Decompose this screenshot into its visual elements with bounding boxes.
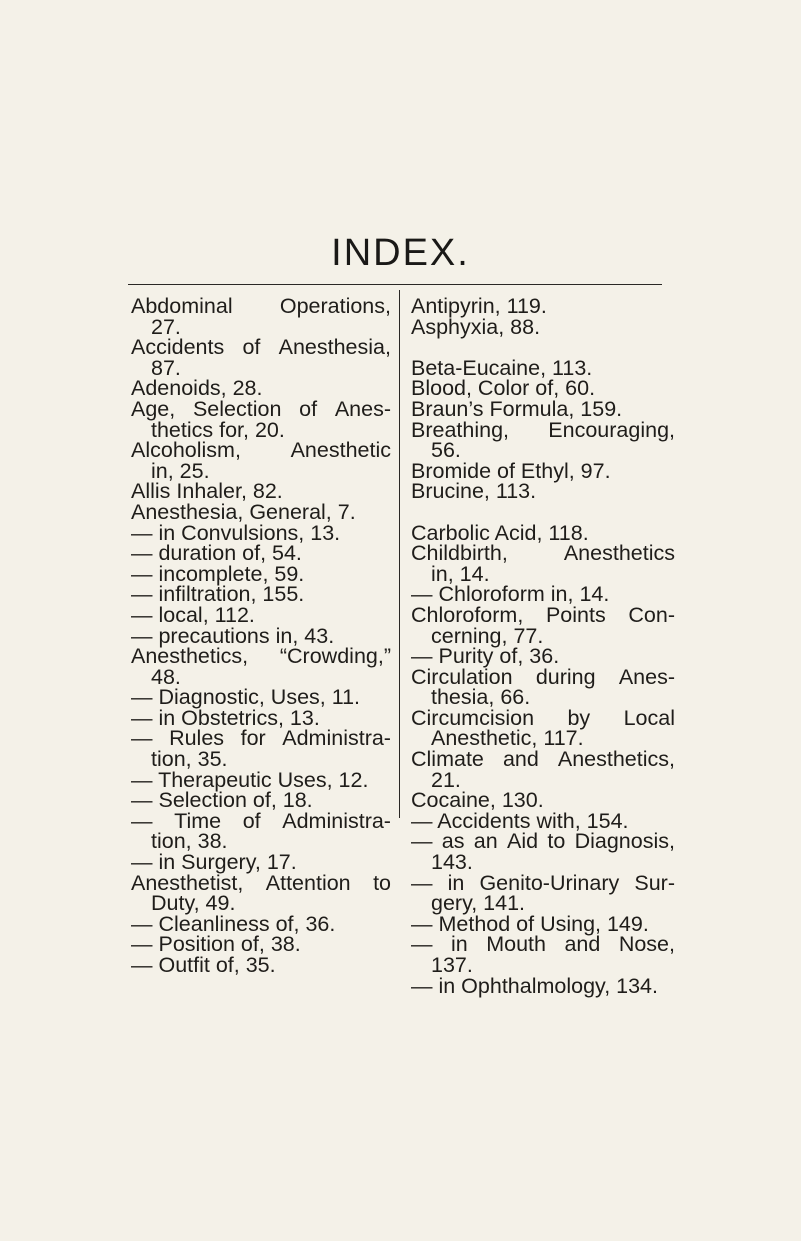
index-entry-line: Age, Selection of Anes-: [131, 396, 391, 421]
index-entry: [411, 829, 675, 875]
title-rule: [128, 284, 662, 285]
index-entry-continuation: in, 14.: [431, 561, 490, 586]
index-entry: [411, 417, 675, 463]
index-entry-line: — as an Aid to Diagnosis,: [411, 829, 675, 854]
index-entry-line: Abdominal Operations,: [131, 294, 391, 318]
index-entry: [131, 337, 391, 378]
index-entry-line: — Purity of, 36.: [411, 644, 560, 669]
index-entry: [411, 396, 675, 421]
index-entry-continuation: tion, 38.: [151, 829, 228, 854]
index-entry: [131, 646, 391, 687]
index-column-right: [411, 296, 675, 996]
index-entry-line: Antipyrin, 119.: [411, 294, 547, 318]
index-entry-line: Bromide of Ethyl, 97.: [411, 458, 611, 483]
index-entry-line: — Diagnostic, Uses, 11.: [131, 685, 361, 710]
index-entry-line: — Chloroform in, 14.: [411, 582, 610, 607]
index-entry: [411, 664, 675, 710]
index-entry-line: — Time of Administra-: [131, 808, 391, 833]
index-entry: [131, 440, 391, 481]
index-entry: [131, 934, 391, 955]
index-entry: [411, 705, 675, 751]
index-entry-line: Cocaine, 130.: [411, 788, 544, 813]
index-entry: [411, 584, 675, 605]
index-entry-line: Circumcision by Local: [411, 705, 675, 730]
index-entry-line: — in Obstetrics, 13.: [131, 705, 320, 730]
index-entry-line: — in Genito-Urinary Sur-: [411, 870, 675, 895]
index-entry-continuation: cerning, 77.: [431, 623, 544, 648]
index-entry-continuation: 87.: [151, 355, 181, 380]
index-entry: [131, 790, 391, 811]
index-entry: [411, 520, 675, 545]
index-entry-line: — in Mouth and Nose,: [411, 932, 675, 957]
index-column-left: [131, 296, 391, 976]
index-entry-line: Circulation during Anes-: [411, 664, 675, 689]
index-entry: [411, 602, 675, 648]
index-entry: [131, 911, 391, 936]
index-entry-line: — Accidents with, 154.: [411, 808, 629, 833]
index-entry: [411, 355, 675, 380]
index-entry-line: Adenoids, 28.: [131, 376, 263, 401]
index-entry: [411, 378, 675, 399]
index-entry: [131, 705, 391, 730]
index-entry: [411, 314, 675, 339]
index-entry-line: — Selection of, 18.: [131, 788, 313, 813]
index-entry: [411, 543, 675, 584]
index-entry: [131, 726, 391, 772]
index-entry-line: — incomplete, 59.: [131, 561, 305, 586]
entry-group-gap: [411, 502, 675, 523]
index-entry-line: Beta-Eucaine, 113.: [411, 355, 593, 380]
index-entry-line: Anesthetics, “Crowding,”: [131, 644, 391, 669]
index-entry: [411, 481, 675, 502]
index-entry-continuation: in, 25.: [151, 458, 210, 483]
index-entry-line: Accidents of Anesthesia,: [131, 335, 391, 360]
index-entry-line: — Method of Using, 149.: [411, 911, 649, 936]
index-entry: [131, 378, 391, 399]
index-entry-continuation: Duty, 49.: [151, 891, 236, 916]
index-entry-line: Anesthesia, General, 7.: [131, 499, 356, 524]
index-entry: [131, 396, 391, 442]
index-entry: [411, 808, 675, 833]
index-entry: [131, 520, 391, 545]
page-title: INDEX.: [331, 232, 470, 274]
index-entry-continuation: 21.: [431, 767, 461, 792]
index-entry-continuation: 56.: [431, 438, 461, 463]
index-entry-line: — Rules for Administra-: [131, 726, 391, 751]
index-entry: [131, 955, 391, 976]
index-entry: [131, 852, 391, 873]
index-entry: [131, 767, 391, 792]
index-entry: [131, 808, 391, 854]
index-entry-continuation: 48.: [151, 664, 181, 689]
index-entry-line: Brucine, 113.: [411, 479, 537, 504]
index-entry: [131, 623, 391, 648]
index-entry-line: Chloroform, Points Con-: [411, 602, 675, 627]
entry-group-gap: [411, 337, 675, 358]
index-entry-line: Breathing, Encouraging,: [411, 417, 675, 442]
index-entry-line: Alcoholism, Anesthetic: [131, 438, 391, 463]
index-entry-line: Allis Inhaler, 82.: [131, 479, 283, 504]
index-entry-line: — infiltration, 155.: [131, 582, 305, 607]
index-entry-line: Climate and Anesthetics,: [411, 747, 675, 772]
index-entry-line: — in Surgery, 17.: [131, 850, 297, 875]
index-entry-line: — local, 112.: [131, 602, 255, 627]
index-entry-line: Childbirth, Anesthetics: [411, 541, 675, 566]
index-entry-line: — in Ophthalmology, 134.: [411, 973, 658, 998]
index-entry: [131, 499, 391, 524]
index-entry: [411, 790, 675, 811]
index-entry-line: — in Convulsions, 13.: [131, 520, 341, 545]
index-entry-continuation: 27.: [151, 314, 181, 339]
index-entry-continuation: thesia, 66.: [431, 685, 531, 710]
index-entry-continuation: 137.: [431, 953, 473, 977]
index-entry: [131, 296, 391, 337]
index-entry: [411, 870, 675, 916]
index-entry-line: Blood, Color of, 60.: [411, 376, 596, 401]
index-entry-continuation: 143.: [431, 850, 473, 875]
index-entry-continuation: tion, 35.: [151, 747, 228, 772]
index-entry-line: Asphyxia, 88.: [411, 314, 541, 339]
index-entry-continuation: Anesthetic, 117.: [431, 726, 584, 751]
index-entry: [131, 584, 391, 605]
index-entry-continuation: thetics for, 20.: [151, 417, 285, 442]
index-entry: [131, 481, 391, 502]
index-entry: [411, 646, 675, 667]
index-entry: [411, 911, 675, 936]
index-entry-line: — Outfit of, 35.: [131, 953, 276, 977]
index-entry: [131, 602, 391, 627]
index-entry-line: — duration of, 54.: [131, 541, 302, 566]
column-divider: [399, 290, 400, 818]
index-entry: [411, 749, 675, 790]
index-entry: [131, 561, 391, 586]
index-entry-line: Anesthetist, Attention to: [131, 870, 391, 895]
index-entry-line: — Cleanliness of, 36.: [131, 911, 336, 936]
index-entry: [411, 296, 675, 317]
index-entry-line: — Position of, 38.: [131, 932, 301, 957]
index-entry: [131, 543, 391, 564]
index-entry-continuation: gery, 141.: [431, 891, 526, 916]
index-entry-line: — Therapeutic Uses, 12.: [131, 767, 369, 792]
index-entry: [411, 934, 675, 975]
index-entry: [411, 458, 675, 483]
index-entry: [131, 870, 391, 916]
index-entry: [131, 687, 391, 708]
index-entry-line: Carbolic Acid, 118.: [411, 520, 589, 545]
index-entry-line: Braun’s Formula, 159.: [411, 396, 623, 421]
index-entry-line: — precautions in, 43.: [131, 623, 335, 648]
index-entry: [411, 973, 675, 998]
